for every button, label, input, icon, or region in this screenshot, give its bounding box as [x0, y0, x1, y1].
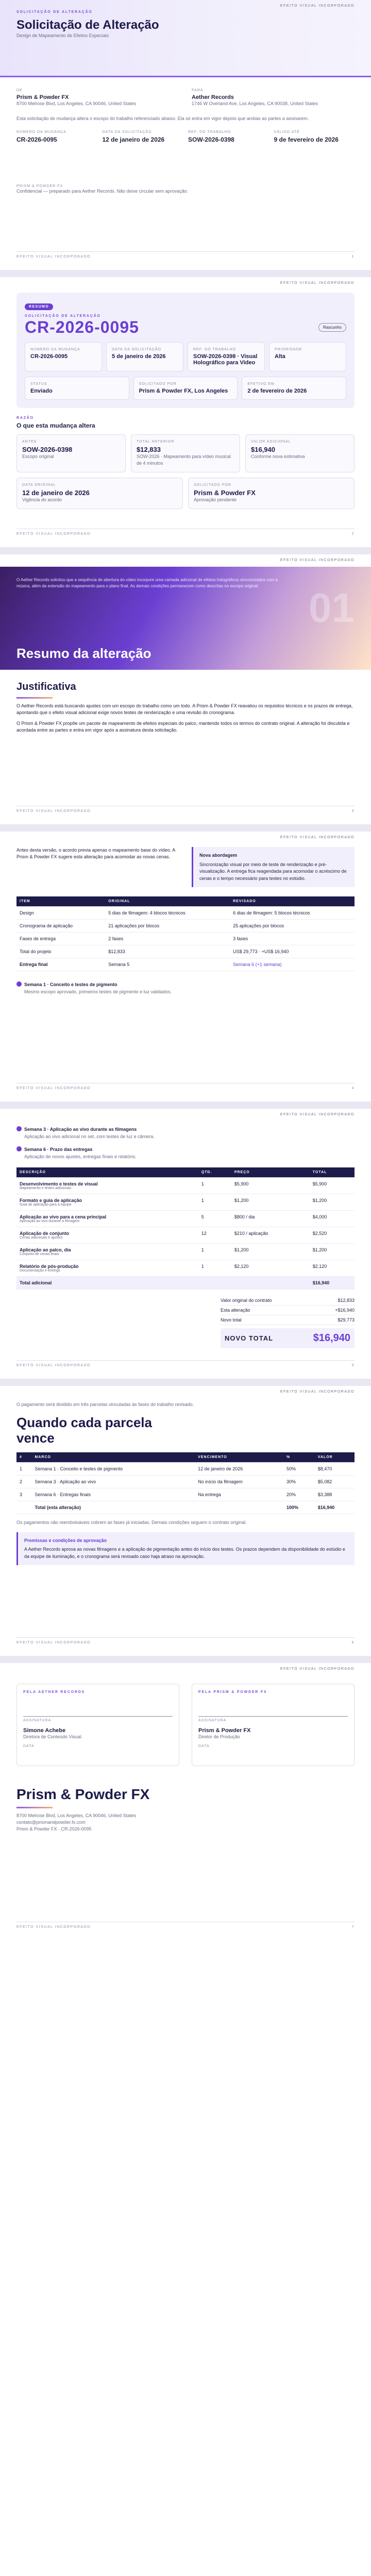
total-row: Total (esta alteração) 100% $16,940 [16, 1501, 355, 1514]
signature-card-client: PELA AETHER RECORDS ASSINATURA Simone Achebe Diretora de Conteúdo Visual DATA [16, 1684, 179, 1766]
check-icon [16, 1126, 22, 1131]
table-row: Cronograma de aplicação 21 aplicações por blocos 25 aplicações por blocos [16, 920, 355, 933]
table-row: Aplicação de conjunto Cenas adicionais e ajustes 12 $210 / aplicação $2,520 [16, 1227, 355, 1244]
table-row: Formato e guia de aplicação Guia de aplicação para a equipe 1 $1,200 $1,200 [16, 1194, 355, 1211]
signatures-page: EFEITO VISUAL INCORPORADO PELA AETHER RECORDS ASSINATURA Simone Achebe Diretora de Conteúdo Visual DATA PELA PRISM & POWDER FX ASSINATURA Prism & Powder FX Diretor de Produção DATA Prism & Powder FX 8700 Melrose Blvd, Los Angeles, CA 90046, United States contato@prismandpowder.fx.com Prism & Powder FX · CR-2026-0095 EFEITO VISUAL INCORPORADO 7 [0, 1663, 371, 1940]
accent-bar [16, 697, 53, 699]
table-row: Fases de entrega 2 fases 3 fases [16, 933, 355, 945]
impact-item: Semana 1 · Conceito e testes de pigmento Mesmo escopo aprovado, primeiros testes de pigmento e luz validados. [16, 979, 355, 995]
schedule-title: Quando cada parcela vence [16, 1415, 152, 1446]
why-card: SOLICITADO POR Prism & Powder FX Aprovação pendente [188, 478, 355, 509]
totals-box: Valor original do contrato $12,833 Esta alteração +$16,940 Novo total $29,773 NOVO TOTAL $16,940 [221, 1296, 355, 1348]
table-row: Entrega final Semana 5 Semana 6 (+1 semana) [16, 958, 355, 971]
cover-field: NÚMERO DA MUDANÇA CR-2026-0095 [16, 130, 66, 144]
timeline-item: Semana 3 · Aplicação ao vivo durante as filmagens Aplicação ao vivo adicional no set, com testes de luz e câmera. [16, 1124, 355, 1140]
summary-cards [25, 342, 346, 371]
to-party: PARA Aether Records 1746 W Overland Ave, Los Angeles, CA 90038, United States [192, 89, 318, 106]
page-footer: EFEITO VISUAL INCORPORADO 4 [16, 1083, 355, 1090]
summary-card: EFETIVO EM 2 de fevereiro de 2026 [242, 377, 346, 400]
schedule-page: EFEITO VISUAL INCORPORADO O pagamento será dividido em três parcelas vinculadas às fases do trabalho revisado. Quando cada parcela vence # MARCO VENCIMENTO % VALOR 1 Semana 1 · Conceito e testes de pigmento 12 de janeiro de 2026 50% $8,470 2 Semana 3 · Aplicação ao vivo No início da filmagem 30% $5,082 3 Semana 6 · Entregas finais Na entrega 20% $3,388 Total (esta alteração) 100% $16,940 Os pagamentos não reembolsáveis cobrem as fases já iniciadas. Demais condições seguem o contrato original. Premissas e condições de aprovação A Aether Records aprova as novas filmagens e a aplicação de pigmentação antes do início dos testes. Os prazos dependem da disponibilidade do estúdio e da equipe de iluminação, e o cronograma será revisado caso haja atraso na aprovação. EFEITO VISUAL INCORPORADO 6 [0, 1386, 371, 1663]
table-row: 2 Semana 3 · Aplicação ao vivo No início da filmagem 30% $5,082 [16, 1475, 355, 1488]
cover-intro: Esta solicitação de mudança altera o escopo do trabalho referenciado abaixo. Ela só entra em vigor depois que ambas as partes a assinarem. [16, 116, 309, 122]
table-row: Aplicação ao palco, dia Conjunto de cenas finais 1 $1,200 $1,200 [16, 1244, 355, 1260]
timeline-item: Semana 6 · Prazo das entregas Aplicação de novos ajustes, entregas finais e relatório. [16, 1144, 355, 1160]
subtotal-row: Total adicional $16,940 [16, 1277, 355, 1290]
why-card: VALOR ADICIONAL $16,940 Conforme nova estimativa [245, 434, 355, 472]
summary-card: SOLICITADO POR Prism & Powder FX, Los Angeles [133, 377, 238, 400]
page-footer: EFEITO VISUAL INCORPORADO 5 [16, 1360, 355, 1367]
signature-line [23, 1698, 173, 1717]
table-row: Aplicação ao vivo para a cena principal Aplicação ao vivo durante a filmagem 5 $800 / dia $4,000 [16, 1211, 355, 1227]
table-row: 3 Semana 6 · Entregas finais Na entrega 20% $3,388 [16, 1488, 355, 1501]
grand-total: NOVO TOTAL $16,940 [221, 1328, 355, 1348]
pricing-table: DESCRIÇÃO QTD. PREÇO TOTAL Desenvolvimento e testes de visual Mapeamento e testes adicionais 1 $5,900 $5,900 Formato e guia de aplicação Guia de aplicação para a equipe 1 $1,200 $1,200 Aplicação ao vivo para a cena principal Aplicação ao vivo durante a filmagem 5 $800 / dia $4,000 Aplicação de conjunto Cenas adicionais e ajustes 12 $210 / aplicação $2,520 Aplicação ao palco, dia Conjunto de cenas finais 1 $1,200 $1,200 Relatório de pós-produção Documentação e entrega 1 $2,120 $2,120 Total adicional $16,940 [16, 1167, 355, 1290]
table-row: 1 Semana 1 · Conceito e testes de pigmento 12 de janeiro de 2026 50% $8,470 [16, 1462, 355, 1475]
table-row: Relatório de pós-produção Documentação e entrega 1 $2,120 $2,120 [16, 1260, 355, 1277]
cover-field: DATA DA SOLICITAÇÃO 12 de janeiro de 2026 [102, 130, 165, 144]
conditions-box: Premissas e condições de aprovação A Aether Records aprova as novas filmagens e a aplicação de pigmentação antes do início dos testes. Os prazos dependem da disponibilidade do estúdio e da equipe de iluminação, e o cronograma será revisado caso haja atraso na aprovação. [16, 1532, 355, 1566]
parties [16, 89, 355, 107]
cover-fields [16, 130, 355, 143]
summary-page: EFEITO VISUAL INCORPORADO RESUMO SOLICITAÇÃO DE ALTERAÇÃO CR-2026-0095 Rascunho NÚMERO DA MUDANÇA CR-2026-0095 DATA DA SOLICITAÇÃO 5 de janeiro de 2026 REF. DO TRABALHO SOW-2026-0398 · Visual Holográfico para Video PRIORIDADE Alta STATUS Enviado SOLICITADO POR Prism & Powder FX, Los Angeles EFETIVO EM 2 de fevereiro de 2026 RAZÃO O que esta mudança altera ANTES SOW-2026-0398 Escopo original TOTAL ANTERIOR $12,833 SOW-2026 · Mapeamento para vídeo musical de 4 minutos VALOR ADICIONAL $16,940 Conforme nova estimativa DATA ORIGINAL 12 de janeiro de 2026 Vigência do acordo SOLICITADO POR Prism & Powder FX Aprovação pendente EFEITO VISUAL INCORPORADO 2 [0, 277, 371, 554]
hero-title: Resumo da alteração [16, 646, 151, 661]
signature-card-provider: PELA PRISM & POWDER FX ASSINATURA Prism & Powder FX Diretor de Produção DATA [192, 1684, 355, 1766]
cover-kicker: SOLICITAÇÃO DE ALTERAÇÃO [16, 10, 93, 14]
changes-table: ITEM ORIGINAL REVISADO Design 5 dias de filmagem: 4 blocos técnicos 6 dias de filmagem: 5 blocos técnicos Cronograma de aplicação 21 aplicações por blocos 25 aplicações por blocos Fases de entrega 2 fases 3 fases Total do projeto $12,833 US$ 29,773 · +US$ 16,940 Entrega final Semana 5 Semana 6 (+1 semana) [16, 896, 355, 971]
cover-page [0, 0, 371, 277]
table-row: Total do projeto $12,833 US$ 29,773 · +US$ 16,940 [16, 945, 355, 958]
status-tag: EFEITO VISUAL INCORPORADO [280, 4, 355, 8]
summary-card: NÚMERO DA MUDANÇA CR-2026-0095 [25, 342, 102, 371]
justification-title: Justificativa [16, 681, 76, 692]
summary-hero-image: O Aether Records solicitou que a sequência de abertura do vídeo incorpore uma camada adicional de efeitos holográficos sincronizados com a música, além da extensão do mapeamento para o plano final. As demais condições permanecem como descritas no escopo original. 01 Resumo da alteração [0, 567, 371, 670]
changes-page: EFEITO VISUAL INCORPORADO Antes desta versão, o acordo previa apenas o mapeamento base do vídeo. A Prism & Powder FX sugere esta alteração para acomodar as novas cenas. Nova abordagem Sincronização visual por meio de teste de renderização e pré-visualização. A entrega fica reagendada para acomodar o acréscimo de cenas e o tempo necessário para testes no estúdio. ITEM ORIGINAL REVISADO Design 5 dias de filmagem: 4 blocos técnicos 6 dias de filmagem: 5 blocos técnicos Cronograma de aplicação 21 aplicações por blocos 25 aplicações por blocos Fases de entrega 2 fases 3 fases Total do projeto $12,833 US$ 29,773 · +US$ 16,940 Entrega final Semana 5 Semana 6 (+1 semana) Semana 1 · Conceito e testes de pigmento Mesmo escopo aprovado, primeiros testes de pigmento e luz validados. EFEITO VISUAL INCORPORADO 4 [0, 832, 371, 1109]
check-icon [16, 1146, 22, 1151]
table-row: Design 5 dias de filmagem: 4 blocos técnicos 6 dias de filmagem: 5 blocos técnicos [16, 907, 355, 920]
page-footer: EFEITO VISUAL INCORPORADO 6 [16, 1637, 355, 1645]
signature-cards [16, 1684, 355, 1766]
summary-hero: RESUMO SOLICITAÇÃO DE ALTERAÇÃO CR-2026-0095 Rascunho NÚMERO DA MUDANÇA CR-2026-0095 DATA DA SOLICITAÇÃO 5 de janeiro de 2026 REF. DO TRABALHO SOW-2026-0398 · Visual Holográfico para Video PRIORIDADE Alta STATUS Enviado SOLICITADO POR Prism & Powder FX, Los Angeles EFETIVO EM 2 de fevereiro de 2026 [16, 293, 355, 408]
cover-title: Solicitação de Alteração [16, 18, 159, 32]
table-row: Desenvolvimento e testes de visual Mapeamento e testes adicionais 1 $5,900 $5,900 [16, 1178, 355, 1194]
cover-hero [0, 0, 371, 77]
why-card: ANTES SOW-2026-0398 Escopo original [16, 434, 126, 472]
page-footer: EFEITO VISUAL INCORPORADO 7 [16, 1922, 355, 1929]
cover-subtitle: Design de Mapeamento de Efeitos Especiais [16, 33, 109, 38]
why-section: RAZÃO O que esta mudança altera ANTES SOW-2026-0398 Escopo original TOTAL ANTERIOR $12,833 SOW-2026 · Mapeamento para vídeo musical de 4 minutos VALOR ADICIONAL $16,940 Conforme nova estimativa DATA ORIGINAL 12 de janeiro de 2026 Vigência do acordo SOLICITADO POR Prism & Powder FX Aprovação pendente [16, 416, 355, 509]
cover-footer-block: PRISM & POWDER FX Confidencial — preparado para Aether Records. Não deixe circular sem aprovação. [16, 184, 189, 194]
timeline-bullets [16, 1124, 355, 1160]
company-block: Prism & Powder FX 8700 Melrose Blvd, Los Angeles, CA 90046, United States contato@prismandpowder.fx.com Prism & Powder FX · CR-2026-0095 [16, 1786, 150, 1832]
cover-field: REF. DO TRABALHO SOW-2026-0398 [188, 130, 234, 144]
check-icon [16, 981, 22, 987]
summary-card: STATUS Enviado [25, 377, 129, 400]
summary-card: DATA DA SOLICITAÇÃO 5 de janeiro de 2026 [106, 342, 183, 371]
summary-card: REF. DO TRABALHO SOW-2026-0398 · Visual Holográfico para Video [188, 342, 265, 371]
page-footer: EFEITO VISUAL INCORPORADO 1 [16, 251, 355, 259]
cover-field: VÁLIDO ATÉ 9 de fevereiro de 2026 [274, 130, 339, 144]
summary-card: PRIORIDADE Alta [269, 342, 346, 371]
new-approach-box: Nova abordagem Sincronização visual por meio de teste de renderização e pré-visualização. A entrega fica reagendada para acomodar o acréscimo de cenas e o tempo necessário para testes no estúdio. [192, 847, 355, 887]
justification-page: EFEITO VISUAL INCORPORADO O Aether Records solicitou que a sequência de abertura do vídeo incorpore uma camada adicional de efeitos holográficos sincronizados com a música, além da extensão do mapeamento para o plano final. As demais condições permanecem como descritas no escopo original. 01 Resumo da alteração Justificativa O Aether Records está buscando ajustes com um escopo do trabalho como um todo. A Prism & Powder FX reavaliou os requisitos técnicos e os prazos de entrega, apontando que o efeito visual adicional exige novos testes de renderização e uma revisão do cronograma. O Prism & Powder FX propõe um pacote de mapeamento de efeitos especiais do palco, mantendo todos os termos do contrato original. A alteração foi discutida e acordada entre as partes e entra em vigor após a assinatura desta solicitação. EFEITO VISUAL INCORPORADO 3 [0, 554, 371, 832]
from-party: DE Prism & Powder FX 8700 Melrose Blvd, Los Angeles, CA 90046, United States [16, 89, 137, 106]
signature-line [198, 1698, 348, 1717]
summary-pill: RESUMO [25, 303, 53, 310]
pricing-page: EFEITO VISUAL INCORPORADO Semana 3 · Aplicação ao vivo durante as filmagens Aplicação ao vivo adicional no set, com testes de luz e câmera. Semana 6 · Prazo das entregas Aplicação de novos ajustes, entregas finais e relatório. DESCRIÇÃO QTD. PREÇO TOTAL Desenvolvimento e testes de visual Mapeamento e testes adicionais 1 $5,900 $5,900 Formato e guia de aplicação Guia de aplicação para a equipe 1 $1,200 $1,200 Aplicação ao vivo para a cena principal Aplicação ao vivo durante a filmagem 5 $800 / dia $4,000 Aplicação de conjunto Cenas adicionais e ajustes 12 $210 / aplicação $2,520 Aplicação ao palco, dia Conjunto de cenas finais 1 $1,200 $1,200 Relatório de pós-produção Documentação e entrega 1 $2,120 $2,120 Total adicional $16,940 Valor original do contrato $12,833 Esta alteração +$16,940 Novo total $29,773 NOVO TOTAL $16,940 EFEITO VISUAL INCORPORADO 5 [0, 1109, 371, 1386]
change-number: CR-2026-0095 [25, 318, 139, 336]
why-card: DATA ORIGINAL 12 de janeiro de 2026 Vigência do acordo [16, 478, 183, 509]
status-badge: Rascunho [318, 323, 346, 332]
page-footer: EFEITO VISUAL INCORPORADO 2 [16, 529, 355, 536]
why-card: TOTAL ANTERIOR $12,833 SOW-2026 · Mapeamento para vídeo musical de 4 minutos [131, 434, 240, 472]
summary-cards-2 [25, 377, 346, 400]
schedule-table: # MARCO VENCIMENTO % VALOR 1 Semana 1 · Conceito e testes de pigmento 12 de janeiro de 2026 50% $8,470 2 Semana 3 · Aplicação ao vivo No início da filmagem 30% $5,082 3 Semana 6 · Entregas finais Na entrega 20% $3,388 Total (esta alteração) 100% $16,940 [16, 1452, 355, 1514]
page-footer: EFEITO VISUAL INCORPORADO 3 [16, 806, 355, 813]
changes-left-text: Antes desta versão, o acordo previa apenas o mapeamento base do vídeo. A Prism & Powder FX sugere esta alteração para acomodar as novas cenas. [16, 848, 175, 860]
